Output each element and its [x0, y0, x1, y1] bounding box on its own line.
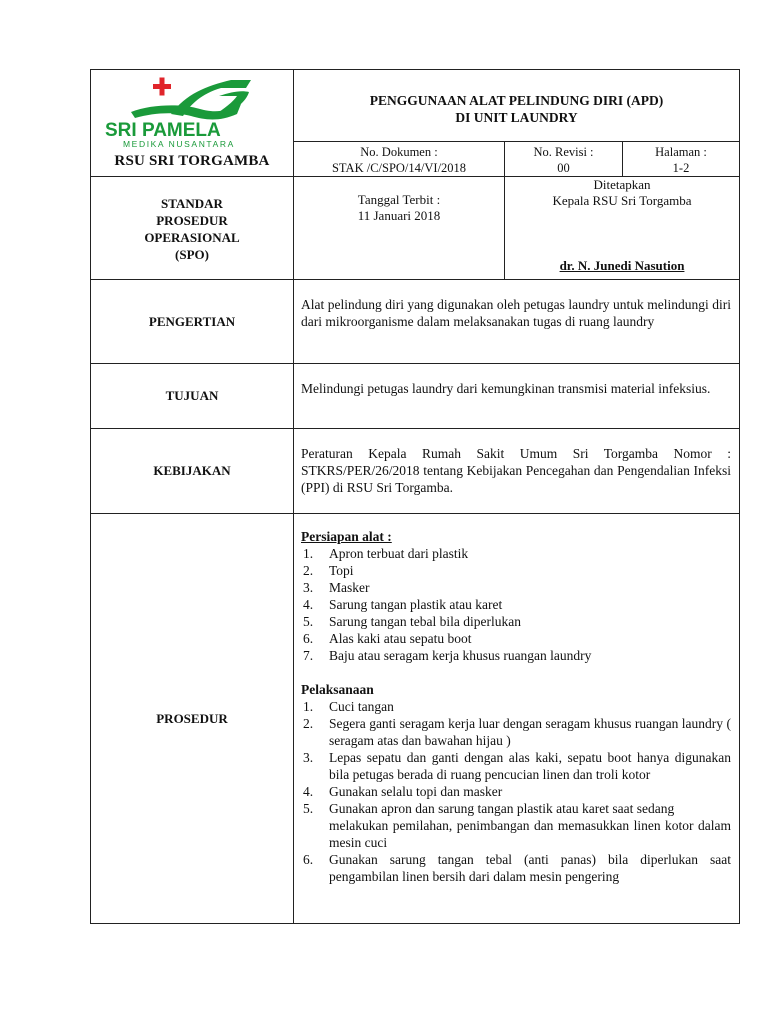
list-item: 2. Topi: [303, 563, 354, 578]
revision-cell: [505, 142, 623, 177]
list-item: 4. Gunakan selalu topi dan masker: [303, 784, 503, 799]
revision-value: 00: [557, 161, 570, 175]
list-item-continuation: melakukan pemilahan, penimbangan dan memasukkan linen kotor dalam mesin cuci: [329, 818, 731, 850]
issue-date-value: 11 Januari 2018: [357, 208, 441, 223]
pengertian-text: Alat pelindung diri yang digunakan oleh petugas laundry untuk melindungi diri dari mikroorganisme dalam melaksanakan tugas di ruang laundry: [294, 280, 740, 364]
page-value: 1-2: [672, 161, 690, 175]
list-item: 2. Segera ganti seragam kerja luar dengan seragam khusus ruangan laundry ( seragam atas dan bawahan hijau ): [303, 716, 731, 748]
approved-by: Kepala RSU Sri Torgamba: [552, 193, 692, 208]
issue-date-cell: [294, 177, 505, 280]
list-item: 4. Sarung tangan plastik atau karet: [303, 597, 503, 612]
logo-cell: [91, 70, 294, 177]
logo-subtext: MEDIKA NUSANTARA: [123, 139, 235, 149]
pelaksanaan-title: Pelaksanaan: [301, 682, 374, 697]
document-number-cell: [294, 142, 505, 177]
spo-line2: PROSEDUR: [156, 213, 228, 228]
spo-label-cell: [91, 177, 294, 280]
prosedur-content: [294, 514, 740, 924]
title-cell: [294, 70, 740, 142]
list-item: 1. Apron terbuat dari plastik: [303, 546, 469, 561]
list-item: 1. Cuci tangan: [303, 699, 394, 714]
tujuan-text: Melindungi petugas laundry dari kemungkinan transmisi material infeksius.: [294, 364, 740, 429]
list-item: 7. Baju atau seragam kerja khusus ruangan laundry: [303, 648, 592, 663]
spo-document: [90, 69, 739, 924]
pelaksanaan-list: [301, 698, 731, 885]
revision-label: No. Revisi :: [533, 145, 594, 159]
kebijakan-text: Peraturan Kepala Rumah Sakit Umum Sri Torgamba Nomor : STKRS/PER/26/2018 tentang Kebijakan Pencegahan dan Pengendalian Infeksi (PPI) di RSU Sri Torgamba.: [294, 429, 740, 514]
page-label: Halaman :: [655, 145, 707, 159]
doc-no-value: STAK /C/SPO/14/VI/2018: [331, 161, 467, 175]
list-item: 3. Lepas sepatu dan ganti dengan alas kaki, sepatu boot hanya digunakan bila petugas berada di ruang pencucian linen dan troli kotor: [303, 750, 731, 782]
spo-table: [90, 69, 740, 924]
approval-cell: [505, 177, 740, 280]
list-item: 3. Masker: [303, 580, 370, 595]
signer-name: dr. N. Junedi Nasution: [559, 258, 685, 273]
pengertian-label: PENGERTIAN: [91, 280, 294, 364]
hospital-name: RSU SRI TORGAMBA: [114, 153, 270, 169]
issue-date-label: Tanggal Terbit :: [357, 192, 441, 207]
document-title-line2: DI UNIT LAUNDRY: [455, 110, 578, 125]
kebijakan-label: KEBIJAKAN: [91, 429, 294, 514]
tujuan-label: TUJUAN: [91, 364, 294, 429]
persiapan-title: Persiapan alat :: [301, 529, 392, 544]
list-item: 5. Sarung tangan tebal bila diperlukan: [303, 614, 521, 629]
doc-no-label: No. Dokumen :: [360, 145, 438, 159]
prosedur-label: PROSEDUR: [91, 514, 294, 924]
hospital-logo: [101, 74, 271, 150]
list-item: 6. Alas kaki atau sepatu boot: [303, 631, 472, 646]
list-item: 6. Gunakan sarung tangan tebal (anti panas) bila diperlukan saat pengambilan linen bersih dari dalam mesin pengering: [303, 852, 731, 884]
spo-line3: OPERASIONAL: [144, 230, 240, 245]
page-cell: [623, 142, 740, 177]
logo-text: SRI PAMELA: [105, 120, 221, 141]
spo-line4: (SPO): [175, 247, 209, 262]
persiapan-list: [301, 545, 731, 664]
document-title-line1: PENGGUNAAN ALAT PELINDUNG DIRI (APD): [369, 93, 664, 108]
list-item: 5. Gunakan apron dan sarung tangan plastik atau karet saat sedang melakukan pemilahan, penimbangan dan memasukkan linen kotor dalam mesin cuci: [303, 801, 731, 850]
approved-label: Ditetapkan: [593, 177, 651, 192]
spo-line1: STANDAR: [161, 196, 223, 211]
